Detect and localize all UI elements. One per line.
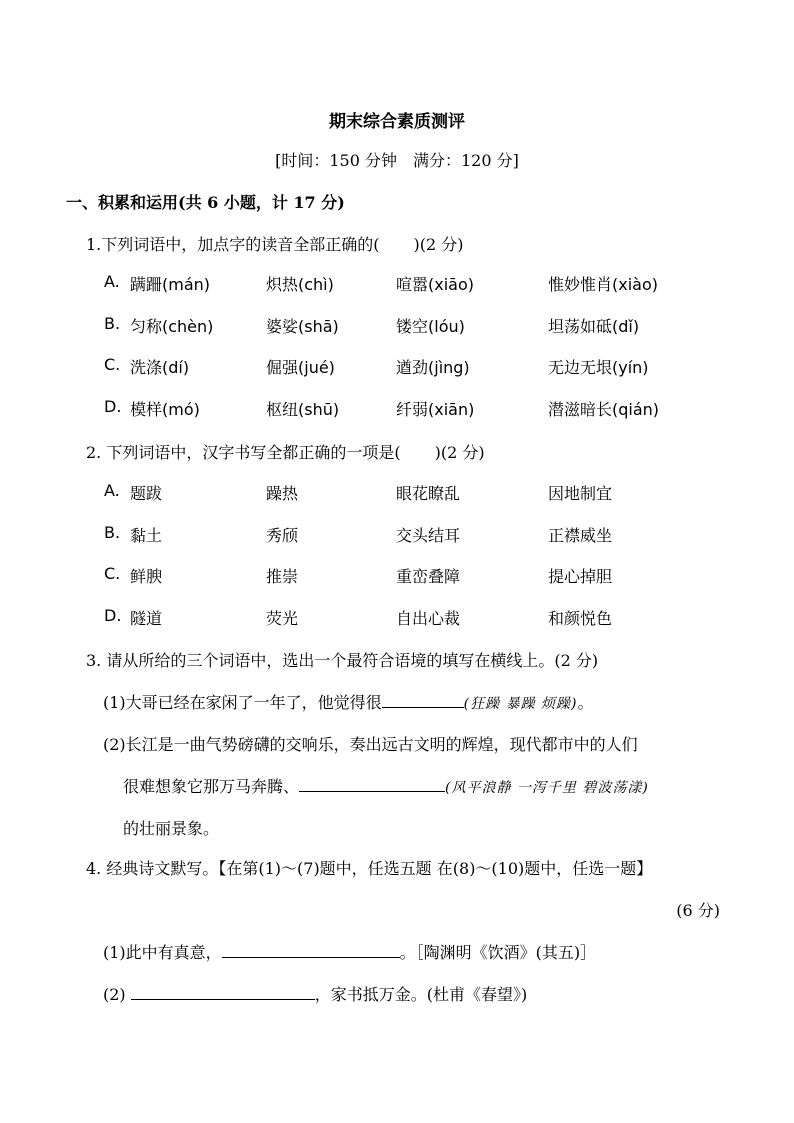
q2-option-item: 因地制宜: [548, 484, 613, 503]
q3-part1-text: (1)大哥已经在家闲了一年了，他觉得很: [103, 693, 382, 712]
q1-score: )(2 分): [413, 235, 464, 254]
q3-part2-line1: (2)长江是一曲气势磅礴的交响乐，奏出远古文明的辉煌，现代都市中的人们: [103, 735, 638, 754]
q1-option-item: 蹒跚(mán): [130, 275, 211, 294]
q1-stem: [86, 232, 464, 255]
q2-option-item: 交头结耳: [396, 525, 461, 545]
q1-option-label[interactable]: A.: [104, 272, 120, 291]
q2-option-item: 秀颀: [266, 525, 299, 545]
q3-part2-blank[interactable]: [299, 775, 445, 792]
section-heading: 一、积累和运用(共 6 小题，计 17 分): [66, 193, 345, 212]
q1-option-item: 潜滋暗长(qián): [548, 399, 660, 419]
q3-stem: 3. 请从所给的三个词语中，选出一个最符合语境的填写在横线上。(2 分): [86, 651, 599, 670]
q1-option-item: 无边无垠(yín): [548, 358, 649, 377]
q1-option-item: 炽热(chì): [266, 275, 334, 294]
q4-part2: [103, 982, 527, 1005]
q2-option-label[interactable]: D.: [104, 605, 122, 625]
q2-option-item: 荧光: [266, 608, 299, 628]
q2-option-label[interactable]: A.: [104, 481, 120, 500]
q2-option-item: 鲜腴: [130, 567, 163, 586]
q2-score: )(2 分): [434, 443, 485, 462]
q4-stem: 4. 经典诗文默写。【在第(1)～(7)题中，任选五题 在(8)～(10)题中，任选一题】: [86, 859, 653, 878]
q1-option-item: 婆娑(shā): [266, 316, 339, 336]
q1-option-item: 惟妙惟肖(xiào): [548, 275, 658, 294]
q1-option-item: 坦荡如砥(dǐ): [548, 316, 640, 336]
q4-part2-blank[interactable]: [131, 983, 315, 1000]
q3-part1-options: (狂躁 暴躁 烦躁): [463, 696, 578, 712]
q1-option-item: 匀称(chèn): [130, 316, 214, 336]
q4-part2-source: ，家书抵万金。(杜甫《春望》): [314, 985, 528, 1004]
q1-option-item: 洗涤(dí): [130, 358, 190, 377]
q1-option-item: 倔强(jué): [266, 358, 335, 377]
q1-option-item: 喧嚣(xiāo): [396, 275, 474, 294]
q3-part1-end: 。: [577, 693, 594, 712]
q2-stem-text: 2. 下列词语中，汉字书写全都正确的一项是(: [86, 443, 401, 462]
q2-option-item: 黏土: [130, 525, 163, 545]
q4-part1-blank[interactable]: [222, 941, 400, 958]
q1-option-item: 模样(mó): [130, 399, 200, 419]
q2-stem: [86, 440, 485, 463]
q1-option-label[interactable]: D.: [104, 396, 122, 416]
q4-score: (6 分): [676, 901, 720, 920]
q2-option-item: 隧道: [130, 608, 163, 628]
q3-part1: [103, 690, 594, 713]
q1-option-item: 枢纽(shū): [266, 399, 340, 419]
q1-option-label[interactable]: B.: [104, 313, 121, 333]
exam-meta: [时间：150 分钟 满分：120 分]: [275, 151, 519, 170]
q2-option-item: 躁热: [266, 484, 299, 503]
q1-stem-text: 1.下列词语中，加点字的读音全部正确的(: [86, 235, 380, 254]
q3-part2-text: 很难想象它那万马奔腾、: [123, 777, 300, 796]
q4-part1-source: 。［陶渊明《饮酒》(其五)］: [399, 943, 597, 962]
q2-option-item: 和颜悦色: [548, 608, 613, 628]
q2-option-item: 推崇: [266, 567, 299, 586]
q1-option-label[interactable]: C.: [104, 355, 121, 374]
q3-part2-options: (风平浪静 一泻千里 碧波荡漾): [445, 780, 649, 796]
page-title: 期末综合素质测评: [329, 112, 465, 132]
q2-option-item: 题跋: [130, 484, 163, 503]
q4-part2-num: (2): [103, 985, 126, 1004]
q2-option-item: 重峦叠障: [396, 567, 461, 586]
q4-part1: [103, 940, 596, 963]
q2-option-item: 眼花瞭乱: [396, 484, 461, 503]
q2-option-item: 提心掉胆: [548, 567, 613, 586]
q1-option-item: 遒劲(jìng): [396, 358, 470, 377]
q3-part2-line2: [123, 774, 649, 797]
q2-option-item: 自出心裁: [396, 608, 461, 628]
q3-part2-line3: 的壮丽景象。: [123, 819, 220, 838]
q2-option-item: 正襟威坐: [548, 525, 613, 545]
q1-option-item: 纤弱(xiān): [396, 399, 475, 419]
q3-part1-blank[interactable]: [382, 691, 464, 708]
q2-option-label[interactable]: C.: [104, 564, 121, 583]
q1-option-item: 镂空(lóu): [396, 316, 465, 336]
q4-part1-text: (1)此中有真意，: [103, 943, 222, 962]
q2-option-label[interactable]: B.: [104, 522, 121, 542]
